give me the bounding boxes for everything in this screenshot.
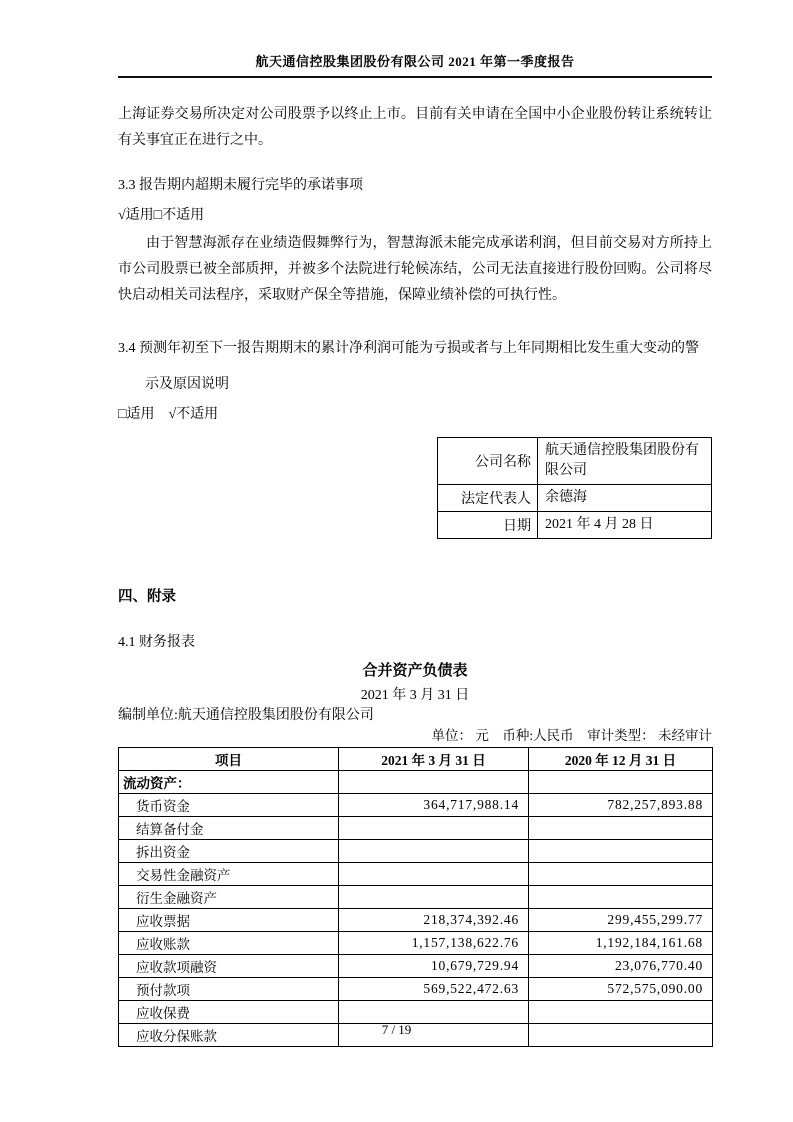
intro-paragraph: 上海证券交易所决定对公司股票予以终止上市。目前有关申请在全国中小企业股份转让系统转让有关事宜正在进行之中。	[118, 107, 712, 148]
current-period-value-cell	[339, 817, 529, 840]
signature-value-cell: 余德海	[538, 485, 712, 512]
balance-sheet-row	[119, 1001, 713, 1024]
balance-sheet-row	[119, 771, 713, 794]
item-cell: 流动资产：	[119, 771, 339, 794]
signature-row	[438, 512, 712, 539]
prior-period-value-cell: 299,455,299.77	[529, 909, 713, 932]
item-cell: 应收票据	[119, 909, 339, 932]
balance-sheet-row	[119, 955, 713, 978]
section-3-3-heading: 3.3 报告期内超期未履行完毕的承诺事项	[118, 178, 363, 193]
page-number: 7 / 19	[381, 1022, 412, 1037]
prior-period-value-cell	[529, 886, 713, 909]
statement-title: 合并资产负债表	[362, 663, 468, 679]
current-period-value-cell: 218,374,392.46	[339, 909, 529, 932]
item-cell: 衍生金融资产	[119, 886, 339, 909]
section-3-4-heading: 3.4 预测年初至下一报告期期末的累计净利润可能为亏损或者与上年同期相比发生重大变动的警示及原因说明	[118, 341, 699, 392]
header-rule	[118, 76, 712, 78]
item-cell: 应收分保账款	[119, 1024, 339, 1047]
signature-label-cell: 公司名称	[438, 438, 538, 485]
prepared-by-line: 编制单位:航天通信控股集团股份有限公司	[118, 708, 374, 723]
balance-sheet-header-row	[119, 748, 713, 771]
signature-table	[437, 437, 712, 539]
current-period-value-cell: 1,157,138,622.76	[339, 932, 529, 955]
signature-value-cell: 2021 年 4 月 28 日	[538, 512, 712, 539]
units-line: 单位： 元 币种:人民币 审计类型： 未经审计	[431, 728, 712, 743]
prior-period-value-cell	[529, 771, 713, 794]
item-cell: 拆出资金	[119, 840, 339, 863]
current-period-value-cell	[339, 771, 529, 794]
item-cell: 应收账款	[119, 932, 339, 955]
column-header-current-period: 2021 年 3 月 31 日	[339, 748, 529, 771]
section-3-3-applicability: √适用□不适用	[118, 208, 205, 223]
balance-sheet-body	[119, 771, 713, 1047]
item-cell: 应收款项融资	[119, 955, 339, 978]
page-content	[118, 0, 712, 1047]
signature-row	[438, 438, 712, 485]
balance-sheet-row	[119, 978, 713, 1001]
current-period-value-cell	[339, 863, 529, 886]
section-3-3-paragraph: 由于智慧海派存在业绩造假舞弊行为，智慧海派未能完成承诺利润，但目前交易对方所持上市公司股票已被全部质押，并被多个法院进行轮候冻结，公司无法直接进行股份回购。公司将尽快启动相关司法程序，采取财产保全等措施，保障业绩补偿的可执行性。	[118, 236, 712, 303]
balance-sheet-row	[119, 863, 713, 886]
section-3-4-applicability: □适用 √不适用	[118, 407, 219, 422]
statement-date: 2021 年 3 月 31 日	[360, 688, 470, 703]
balance-sheet-row	[119, 794, 713, 817]
item-cell: 应收保费	[119, 1001, 339, 1024]
signature-value-cell: 航天通信控股集团股份有限公司	[538, 438, 712, 485]
current-period-value-cell: 364,717,988.14	[339, 794, 529, 817]
item-cell: 预付款项	[119, 978, 339, 1001]
item-cell: 结算备付金	[119, 817, 339, 840]
current-period-value-cell	[339, 1001, 529, 1024]
balance-sheet-row	[119, 840, 713, 863]
current-period-value-cell: 10,679,729.94	[339, 955, 529, 978]
current-period-value-cell	[339, 886, 529, 909]
prior-period-value-cell: 572,575,090.00	[529, 978, 713, 1001]
prior-period-value-cell: 782,257,893.88	[529, 794, 713, 817]
prior-period-value-cell	[529, 1001, 713, 1024]
current-period-value-cell: 569,522,472.63	[339, 978, 529, 1001]
balance-sheet-table	[118, 747, 713, 1047]
balance-sheet-row	[119, 909, 713, 932]
page-header-title: 航天通信控股集团股份有限公司 2021 年第一季度报告	[255, 54, 575, 69]
item-cell: 货币资金	[119, 794, 339, 817]
balance-sheet-row	[119, 886, 713, 909]
balance-sheet-row	[119, 932, 713, 955]
prior-period-value-cell: 1,192,184,161.68	[529, 932, 713, 955]
balance-sheet-row	[119, 817, 713, 840]
prior-period-value-cell	[529, 817, 713, 840]
signature-row	[438, 485, 712, 512]
appendix-heading: 四、附录	[118, 589, 176, 605]
prior-period-value-cell	[529, 840, 713, 863]
signature-table-body	[438, 438, 712, 539]
signature-label-cell: 日期	[438, 512, 538, 539]
prior-period-value-cell	[529, 863, 713, 886]
prior-period-value-cell: 23,076,770.40	[529, 955, 713, 978]
column-header-prior-period: 2020 年 12 月 31 日	[529, 748, 713, 771]
signature-label-cell: 法定代表人	[438, 485, 538, 512]
column-header-item: 项目	[119, 748, 339, 771]
appendix-subheading: 4.1 财务报表	[118, 635, 195, 650]
balance-sheet-header	[119, 748, 713, 771]
current-period-value-cell	[339, 840, 529, 863]
item-cell: 交易性金融资产	[119, 863, 339, 886]
